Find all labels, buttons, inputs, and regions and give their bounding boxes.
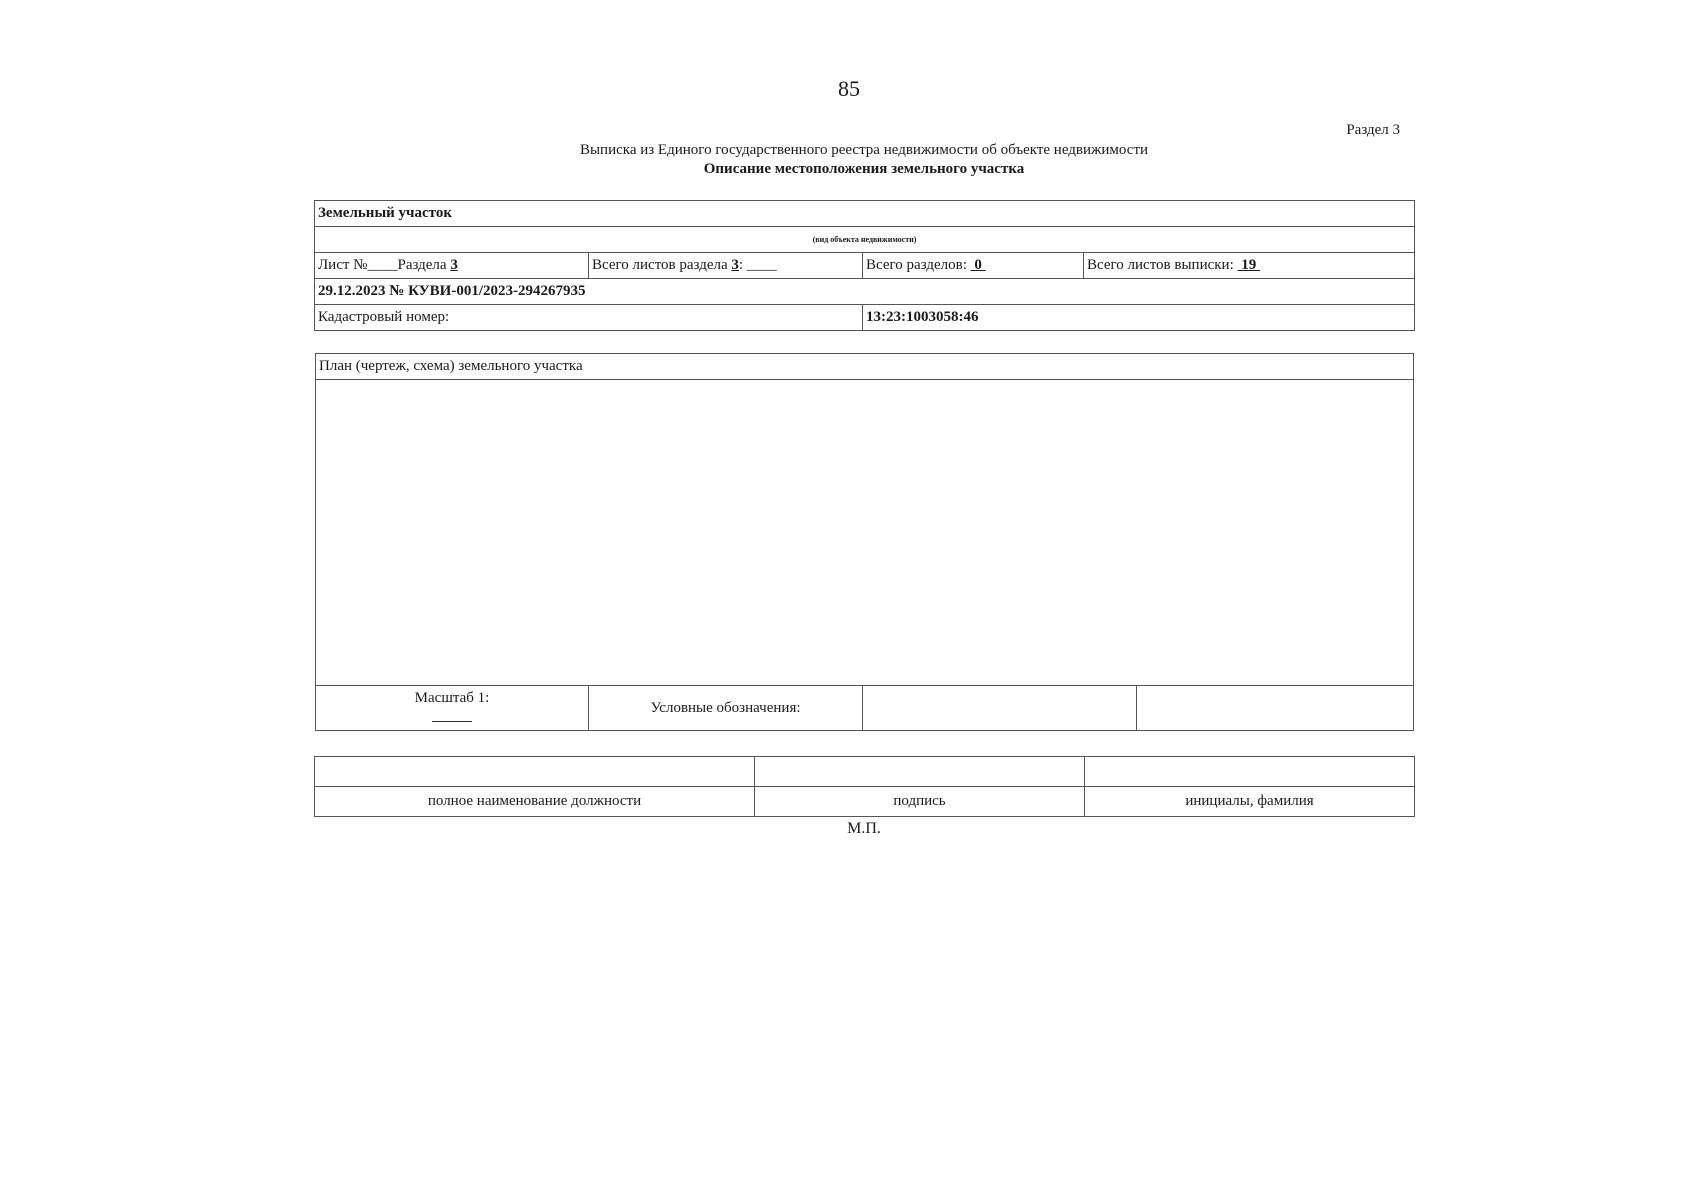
scale-cell	[316, 686, 589, 731]
object-type-row	[315, 201, 1415, 227]
page-number: 85	[838, 76, 860, 101]
cadastral-label: Кадастровый номер:	[315, 305, 863, 331]
cadastral-number: 13:23:1003058:46	[863, 305, 1415, 331]
sheet-info-row	[315, 253, 1415, 279]
signature-value	[755, 757, 1085, 787]
legend-cell-1	[863, 686, 1137, 731]
sheet-number-cell	[315, 253, 589, 279]
position-caption: полное наименование должности	[315, 787, 755, 817]
plan-heading-row	[316, 354, 1414, 380]
object-type-caption: (вид объекта недвижимости)	[315, 227, 1415, 253]
signature-caption: подпись	[755, 787, 1085, 817]
total-extract-sheets-label: Всего листов выписки:	[1087, 257, 1238, 273]
signature-values-row	[315, 757, 1415, 787]
total-sheets-label: Всего листов раздела	[592, 257, 732, 273]
plan-table	[315, 353, 1414, 731]
plan-drawing-row	[316, 380, 1414, 686]
signatures-table	[314, 756, 1415, 817]
date-number-row	[315, 279, 1415, 305]
sheet-section: 3	[450, 257, 458, 273]
document-subtitle: Описание местоположения земельного участка	[703, 161, 1025, 177]
plan-heading: План (чертеж, схема) земельного участка	[316, 354, 1414, 380]
scale-blank	[432, 707, 472, 722]
total-extract-sheets-cell	[1084, 253, 1415, 279]
signature-captions-row	[315, 787, 1415, 817]
sheet-prefix: Лист №____Раздела	[318, 257, 451, 273]
position-value	[315, 757, 755, 787]
document-title: Выписка из Единого государственного реестра недвижимости об объекте недвижимости	[579, 142, 1149, 158]
scale-label: Масштаб 1:	[414, 689, 490, 706]
total-sheets-cell	[589, 253, 863, 279]
extract-date-number: 29.12.2023 № КУВИ-001/2023-294267935	[315, 279, 1415, 305]
name-caption: инициалы, фамилия	[1085, 787, 1415, 817]
total-sheets-value: 3	[731, 257, 739, 273]
stamp-place: М.П.	[847, 820, 881, 837]
plan-footer-row	[316, 686, 1414, 731]
extract-header-table	[314, 200, 1415, 331]
plan-drawing-area	[316, 380, 1414, 686]
section-label: Раздел 3	[1346, 122, 1400, 138]
total-extract-sheets-value: 19	[1237, 257, 1260, 273]
object-type-caption-row	[315, 227, 1415, 253]
total-sections-cell	[863, 253, 1084, 279]
legend-cell-2	[1137, 686, 1414, 731]
cadastral-row	[315, 305, 1415, 331]
total-sections-value: 0	[970, 257, 986, 273]
total-sections-label: Всего разделов:	[866, 257, 971, 273]
object-type: Земельный участок	[315, 201, 1415, 227]
total-sheets-suffix: : ____	[738, 257, 777, 273]
name-value	[1085, 757, 1415, 787]
legend-label: Условные обозначения:	[589, 686, 863, 731]
